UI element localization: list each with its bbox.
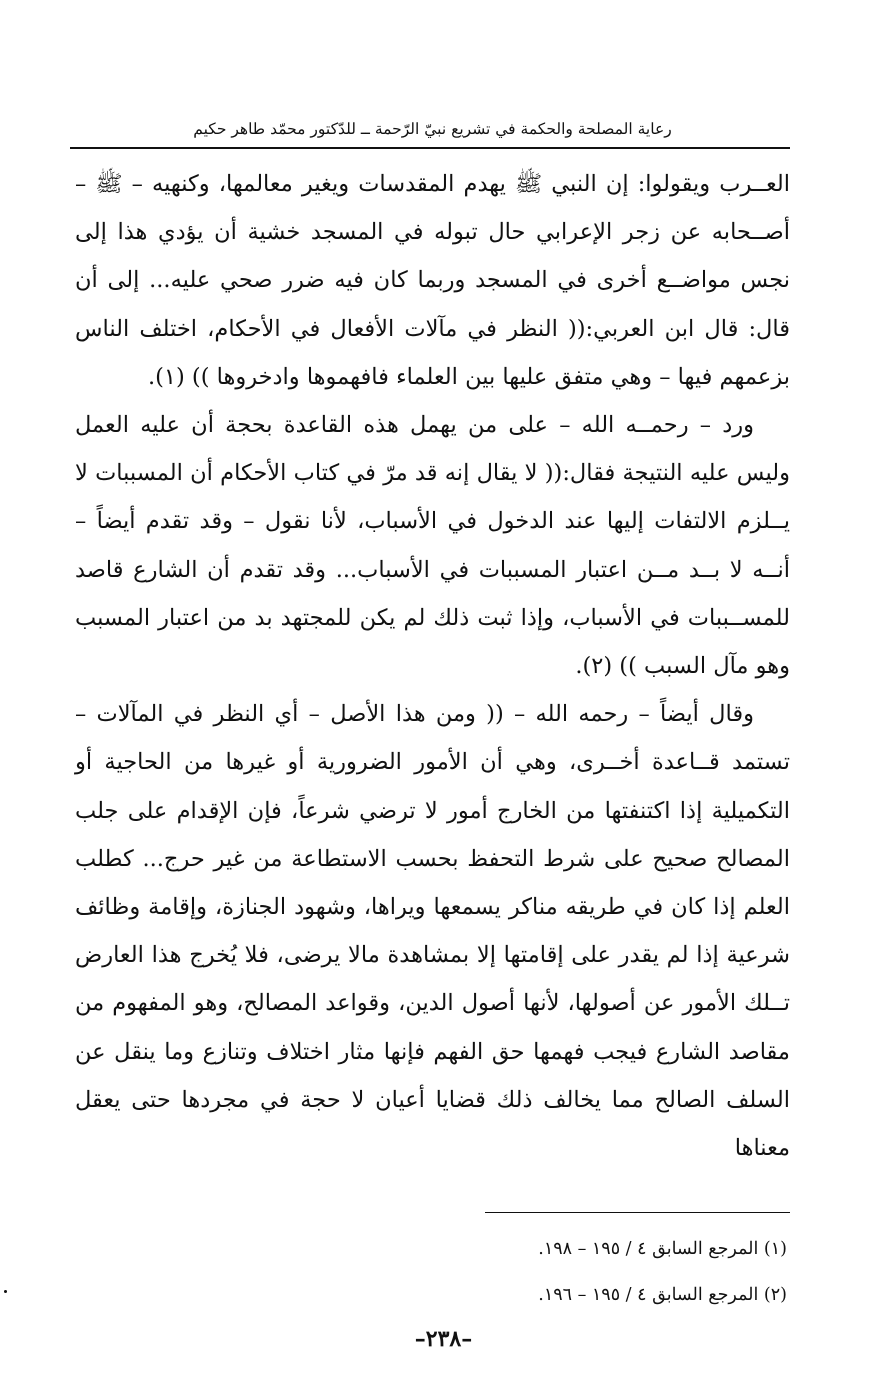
header-divider bbox=[70, 147, 790, 149]
footnote-2: (٢) المرجع السابق ٤ / ١٩٥ – ١٩٦. bbox=[538, 1285, 787, 1305]
footnotes bbox=[75, 1226, 787, 1318]
page-number: –٢٣٨– bbox=[414, 1326, 473, 1352]
footnote-1: (١) المرجع السابق ٤ / ١٩٥ – ١٩٨. bbox=[538, 1239, 787, 1259]
paragraph-2: ورد – رحمــه الله – على من يهمل هذه القاعدة بحجة أن عليه العمل وليس عليه النتيجة فقال:(( لا يقال إنه قد مرّ في كتاب الأحكام أن المسببات لا يــلزم الالتفات إليها عند الدخول في الأسباب، لأنا نقول – وقد تقدم أيضاً – أنــه لا بــد مــن اعتبار المسببات في الأسباب... وقد تقدم أن الشارع قاصد للمســببات في الأسباب، وإذا ثبت ذلك لم يكن للمجتهد بد من اعتبار المسبب وهو مآل السبب )) (٢). bbox=[75, 412, 790, 680]
footnote-divider bbox=[485, 1212, 790, 1213]
main-text bbox=[75, 160, 790, 1172]
scan-speck bbox=[4, 1290, 7, 1293]
running-header: رعاية المصلحة والحكمة في تشريع نبيّ الرّحمة ــ للدّكتور محمّد طاهر حكيم bbox=[193, 120, 672, 138]
paragraph-3: وقال أيضاً – رحمه الله – (( ومن هذا الأصل – أي النظر في المآلات – تستمد قــاعدة أخــرى، وهي أن الأمور الضرورية أو غيرها من الحاجية أو التكميلية إذا اكتنفتها من الخارج أمور لا ترضي شرعاً، فإن الإقدام على جلب المصالح صحيح على شرط التحفظ بحسب الاستطاعة من غير حرج... كطلب العلم إذا كان في طريقه مناكر يسمعها ويراها، وشهود الجنازة، وإقامة وظائف شرعية إذا لم يقدر على إقامتها إلا بمشاهدة مالا يرضى، فلا يُخرج هذا العارض تــلك الأمور عن أصولها، لأنها أصول الدين، وقواعد المصالح، وهو المفهوم من مقاصد الشارع فيجب فهمها حق الفهم فإنها مثار اختلاف وتنازع وما ينقل عن السلف الصالح مما يخالف ذلك قضايا أعيان لا حجة في مجردها حتى يعقل معناها bbox=[75, 701, 790, 1162]
paragraph-1: العــرب ويقولوا: إن النبي ﷺ يهدم المقدسات ويغير معالمها، وكنهيه – ﷺ – أصــحابه عن زجر الإعرابي حال تبوله في المسجد خشية أن يؤدي هذا إلى نجس مواضــع أخرى في المسجد وربما كان فيه ضرر صحي عليه... إلى أن قال: قال ابن العربي:(( النظر في مآلات الأفعال في الأحكام، اختلف الناس بزعمهم فيها – وهي متفق عليها بين العلماء فافهموها وادخروها )) (١). bbox=[75, 171, 790, 390]
